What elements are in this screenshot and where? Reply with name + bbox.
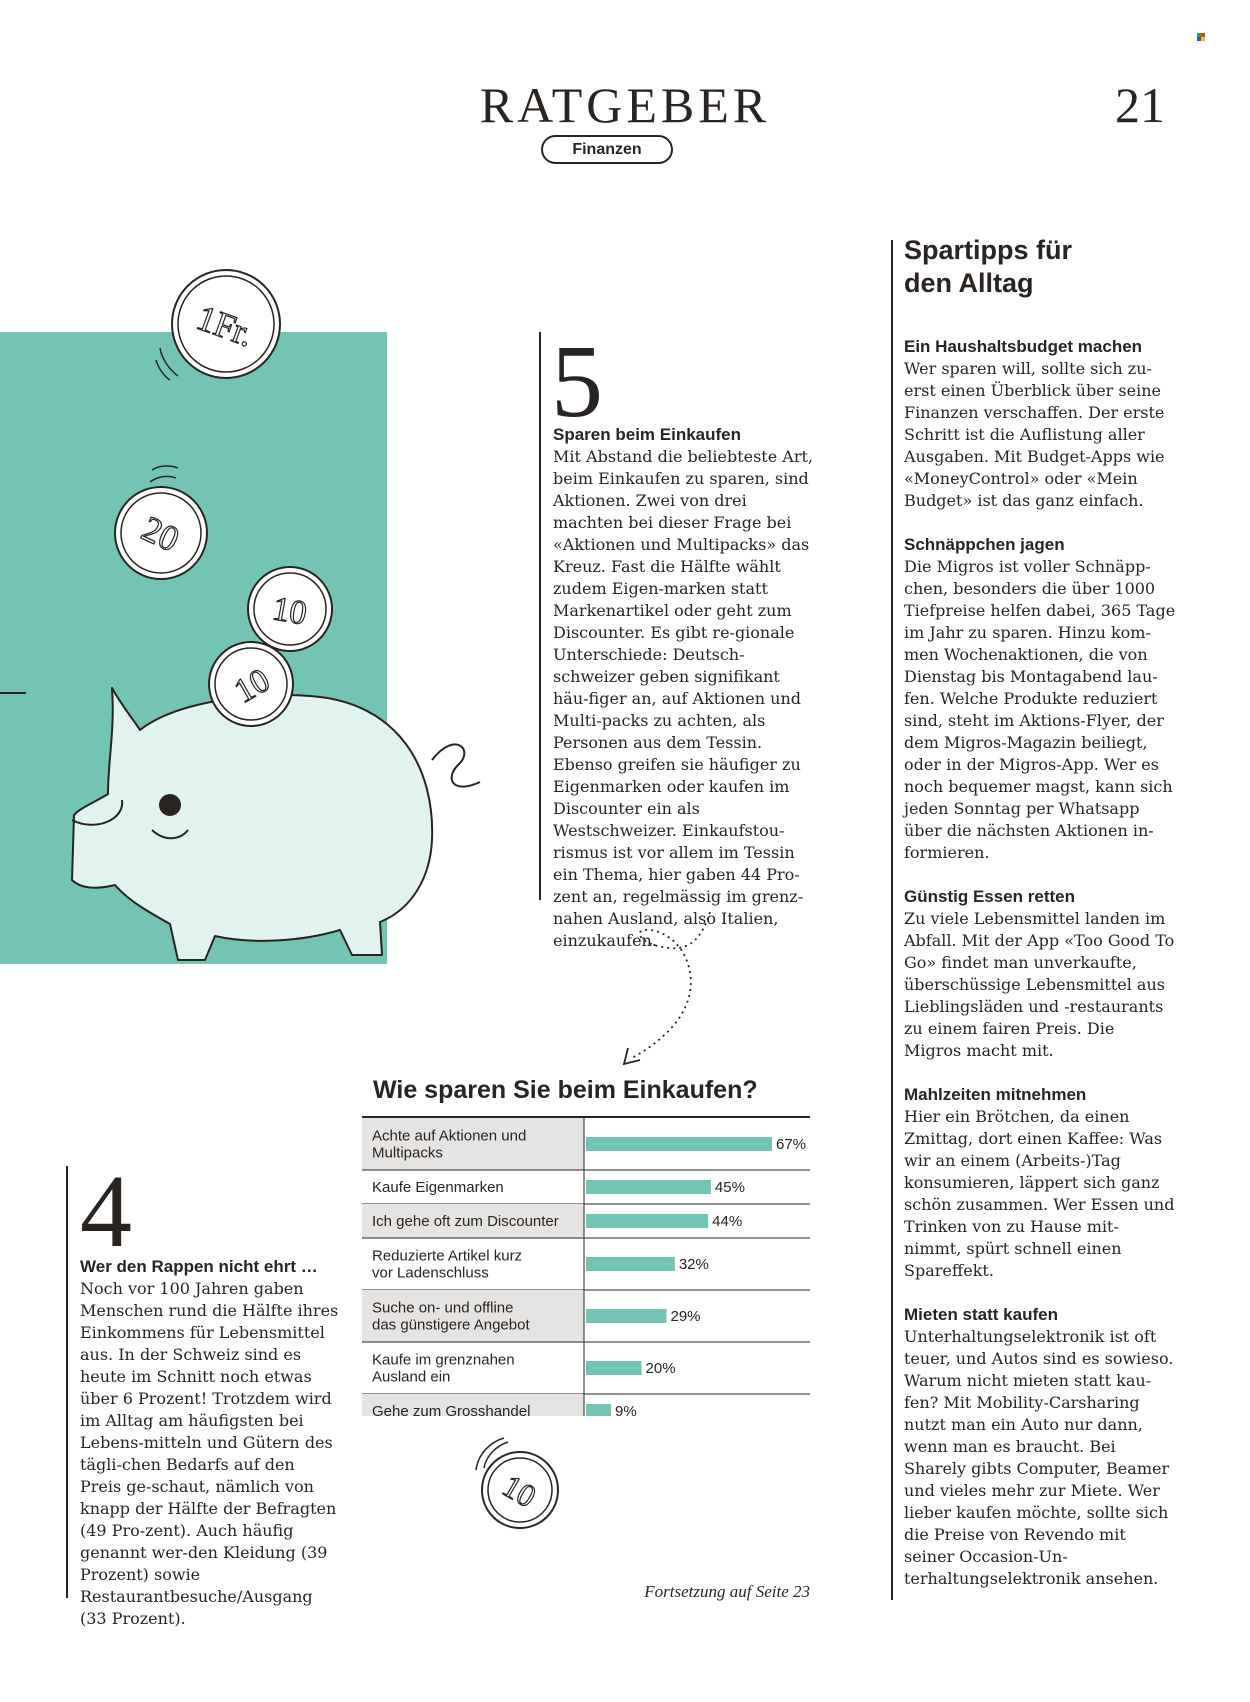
continue-note: Fortsetzung auf Seite 23: [644, 1582, 810, 1601]
chart-value-label: 20%: [645, 1360, 676, 1377]
chart-category-label: Ich gehe oft zum Discounter: [372, 1213, 559, 1230]
tip-body: Zu viele Lebensmittel landen im Abfall. Mit der App «Too Good To Go» findet man unverkaufte, überschüssige Lebensmittel aus Lieblingsläden und -restaurants zu einem fairen Preis. Die Migros macht mit.: [904, 909, 1175, 1060]
chart-value-label: 44%: [712, 1213, 743, 1230]
savings-bar-chart: [362, 1116, 812, 1416]
section5-body: Mit Abstand die beliebteste Art, beim Einkaufen zu sparen, sind Aktionen. Zwei von drei machten bei dieser Frage bei «Aktionen und Multipacks» das Kreuz. Fast die Hälfte wählt zudem Eigen-marken statt Markenartikel oder geht zum Discounter. Es gibt re-gionale Unterschiede: Deutsch-schweizer geben signifikant häu-figer an, auf Aktionen und Multi-packs zu achten, als Personen aus dem Tessin. Ebenso greifen sie häufiger zu Eigenmarken oder kaufen im Discounter ein als Westschweizer. Einkaufstou-rismus ist vor allem im Tessin ein Thema, hier gaben 44 Pro-zent an, regelmässig im grenz-nahen Ausland, also Italien, einzukaufen.: [553, 447, 814, 950]
piggy-eye-icon: [159, 794, 181, 816]
tip-item: [904, 1084, 1176, 1282]
chart-value-label: 67%: [776, 1136, 807, 1153]
tip-item: [904, 1304, 1176, 1590]
chart-bar: [586, 1257, 675, 1271]
tip-heading: Mieten statt kaufen: [904, 1305, 1058, 1324]
color-register-icon: [1197, 33, 1205, 41]
piggy-bank-icon: [72, 688, 480, 960]
page-number: 21: [1115, 77, 1165, 133]
chart-category-label: vor Ladenschluss: [372, 1264, 489, 1282]
section4-number: 4: [80, 1154, 132, 1269]
tip-body: Die Migros ist voller Schnäpp-chen, besonders die über 1000 Tiefpreise helfen dabei, 365 Tage im Jahr zu sparen. Hinzu kom-men Wochenaktionen, die von Dienstag bis Montagabend lau-fen. Welche Produkte reduziert sind, steht im Aktions-Flyer, der dem Migros-Magazin beiliegt, oder in der Migros-App. Wer es noch bequemer magst, kann sich jeden Sonntag per Whatsapp über die nächsten Aktionen in-formieren.: [904, 557, 1176, 862]
coin-10-label: 10: [228, 661, 277, 711]
chart-category-label: Kaufe im grenznahen: [372, 1351, 515, 1369]
tip-body: Wer sparen will, sollte sich zu-erst einen Überblick über seine Finanzen verschaffen. Der erste Schritt ist die Auflistung aller Ausgaben. Mit Budget-Apps wie «MoneyControl» oder «Mein Budget» ist das ganz einfach.: [904, 359, 1165, 510]
section5-rule: [539, 332, 541, 900]
coin-1fr-icon: [156, 270, 280, 380]
tip-heading: Ein Haushaltsbudget machen: [904, 337, 1143, 356]
coin-1fr-label: 1Fr.: [191, 297, 259, 355]
tip-item: [904, 886, 1176, 1062]
chart-category-label: Gehe zum Grosshandel: [372, 1403, 531, 1416]
tips-title-line: den Alltag: [904, 268, 1034, 298]
tips-title-line: Spartipps für: [904, 235, 1073, 265]
coin-10-icon: [248, 567, 332, 651]
chart-value-label: 29%: [670, 1308, 701, 1325]
chart-category-label: Kaufe Eigenmarken: [372, 1179, 504, 1196]
section4-rule: [66, 1166, 68, 1598]
section-title: RATGEBER: [479, 77, 771, 133]
chart-category-label: das günstigere Angebot: [372, 1316, 530, 1334]
tip-body: Hier ein Brötchen, da einen Zmittag, dort einen Kaffee: Was wir an einem (Arbeits-)Tag konsumieren, läppert sich ganz schön zusammen. Wer Essen und Trinken von zu Hause mit-nimmt, spürt schnell einen Spareffekt.: [904, 1107, 1175, 1280]
coin-20-label: 20: [135, 508, 186, 560]
coin-10-icon: [209, 642, 293, 726]
chart-bar: [586, 1361, 642, 1375]
tips-title: [904, 234, 1176, 300]
tips-sidebar: [904, 234, 1176, 1590]
chart-value-label: 45%: [714, 1179, 745, 1196]
section4-body: Noch vor 100 Jahren gaben Menschen rund die Hälfte ihres Einkommens für Lebensmittel aus. In der Schweiz sind es heute im Schnitt noch etwas über 6 Prozent! Trotzdem wird im Alltag am häufigsten bei Lebens-mitteln und Gütern des tägli-chen Bedarfs auf den Preis ge-schaut, nämlich von knapp der Hälfte der Befragten (49 Pro-zent). Auch häufig genannt wer-den Kleidung (39 Prozent) sowie Restaurantbesuche/Ausgang (33 Prozent).: [80, 1279, 339, 1628]
chart-category-label: Reduzierte Artikel kurz: [372, 1247, 523, 1265]
tip-body: Unterhaltungselektronik ist oft teuer, und Autos sind es sowieso. Warum nicht mieten statt kau-fen? Mit Mobility-Carsharing nutzt man ein Auto nur dann, wenn man es braucht. Bei Sharely gibts Computer, Beamer und vieles mehr zur Miete. Wer lieber kaufen möchte, sollte sich die Preise von Revendo mit seiner Occasion-Un-terhaltungselektronik ansehen.: [904, 1327, 1174, 1588]
chart-value-label: 9%: [614, 1403, 637, 1416]
tips-rule: [891, 240, 893, 1600]
chart-title: Wie sparen Sie beim Einkaufen?: [373, 1076, 758, 1104]
tip-heading: Schnäppchen jagen: [904, 535, 1065, 554]
tip-heading: Mahlzeiten mitnehmen: [904, 1085, 1087, 1104]
chart-category-label: Ausland ein: [372, 1368, 451, 1386]
section5-heading: Sparen beim Einkaufen: [553, 425, 741, 444]
section-tag: Finanzen: [541, 135, 673, 164]
coin-10-icon: [470, 1436, 570, 1536]
chart-category-label: Multipacks: [372, 1144, 443, 1162]
coin-20-icon: [115, 466, 207, 579]
chart-bar: [586, 1214, 708, 1228]
chart-category-label: Suche on- und offline: [372, 1299, 514, 1317]
section4-heading: Wer den Rappen nicht ehrt …: [80, 1257, 318, 1276]
chart-value-label: 32%: [678, 1256, 709, 1273]
coin-10-label: 10: [269, 590, 310, 633]
chart-category-label: Achte auf Aktionen und: [372, 1127, 527, 1145]
chart-bar: [586, 1309, 667, 1323]
piggy-bank-illustration: [0, 260, 520, 1000]
section5-number: 5: [551, 324, 603, 439]
tip-item: [904, 534, 1176, 864]
coin-10-label: 10: [496, 1467, 543, 1515]
dotted-arrow-icon: [610, 908, 720, 1068]
tip-item: [904, 336, 1176, 512]
section5-article: [553, 424, 815, 952]
section4-article: [80, 1256, 340, 1630]
chart-bar: [586, 1180, 711, 1194]
chart-bar: [586, 1404, 611, 1416]
tip-heading: Günstig Essen retten: [904, 887, 1075, 906]
chart-bar: [586, 1137, 772, 1151]
